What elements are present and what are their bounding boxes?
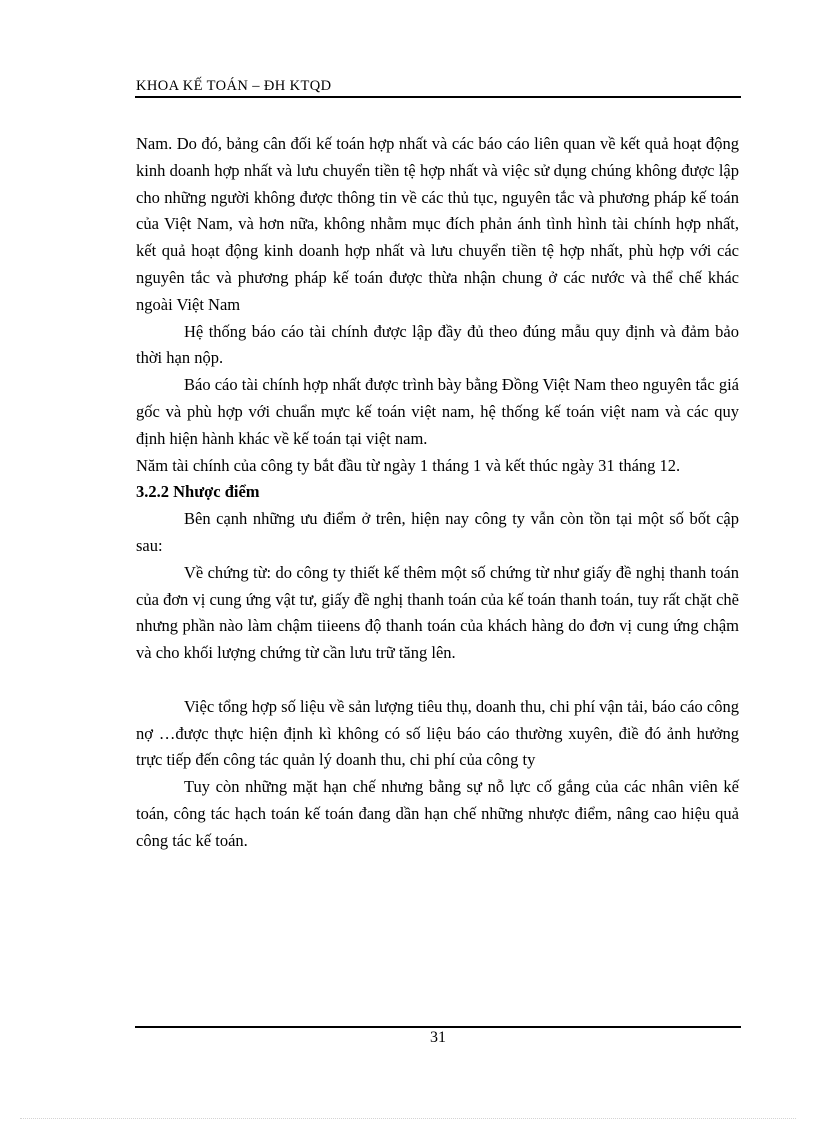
paragraph-data-aggregation: Việc tổng hợp số liệu về sản lượng tiêu thụ, doanh thu, chi phí vận tải, báo cáo công nợ …được thực hiện định kì không có số liệu báo cáo thường xuyên, điề đó ảnh hưởng trực tiếp đến công tác quản lý doanh thu, chi phí của công ty: [136, 696, 739, 770]
footer-divider: [135, 1026, 741, 1028]
paragraph-report-system: Hệ thống báo cáo tài chính được lập đầy đủ theo đúng mẫu quy định và đảm bảo thời hạn nộp.: [136, 321, 739, 368]
paragraph-currency: Báo cáo tài chính hợp nhất được trình bày bằng Đồng Việt Nam theo nguyên tắc giá gốc và phù hợp với chuẩn mực kế toán việt nam, hệ thống kế toán việt nam và các quy định hiện hành khác về kế toán tại việt nam.: [136, 375, 739, 448]
page-header-title: KHOA KẾ TOÁN – ĐH KTQD: [136, 78, 332, 94]
paragraph-vouchers: Về chứng từ: do công ty thiết kế thêm một số chứng từ như giấy đề nghị thanh toán của đơn vị cung ứng vật tư, giấy đề nghị thanh toán của kế toán thanh toán, tuy rất chặt chẽ nhưng phần nào làm chậm tiieens độ thanh toán của khách hàng do đơn vị cung ứng chậm và cho khối lượng chứng từ cần lưu trữ tăng lên.: [136, 562, 739, 663]
document-body: [136, 131, 739, 855]
paragraph-weaknesses-intro: Bên cạnh những ưu điểm ở trên, hiện nay công ty vẫn còn tồn tại một số bốt cập sau:: [136, 509, 739, 555]
page-bottom-edge: [20, 1118, 796, 1119]
header-divider: [135, 96, 741, 98]
paragraph-fiscal-year: Năm tài chính của công ty bắt đầu từ ngày 1 tháng 1 và kết thúc ngày 31 tháng 12.: [136, 455, 681, 475]
paragraph-continuation: Nam. Do đó, bảng cân đối kế toán hợp nhất và các báo cáo liên quan về kết quả hoạt động kinh doanh hợp nhất và lưu chuyển tiền tệ hợp nhất và việc sử dụng chúng không được lập cho những người không được thông tin về các thủ tục, nguyên tắc và phương pháp kế toán của Việt Nam, và hơn nữa, không nhằm mục đích phản ánh tình hình tài chính hợp nhất, kết quả hoạt động kinh doanh hợp nhất và lưu chuyển tiền tệ hợp nhất, phù hợp với các nguyên tắc và phương pháp kế toán được thừa nhận chung ở các nước và thể chế khác ngoài Việt Nam: [136, 134, 739, 314]
page-number: 31: [430, 1029, 446, 1046]
section-heading-weaknesses: 3.2.2 Nhược điểm: [136, 482, 260, 502]
paragraph-conclusion: Tuy còn những mặt hạn chế nhưng bằng sự nỗ lực cố gắng của các nhân viên kế toán, công tác hạch toán kế toán đang dần hạn chế những nhược điểm, nâng cao hiệu quả công tác kế toán.: [136, 777, 739, 850]
blank-line: [136, 667, 739, 694]
